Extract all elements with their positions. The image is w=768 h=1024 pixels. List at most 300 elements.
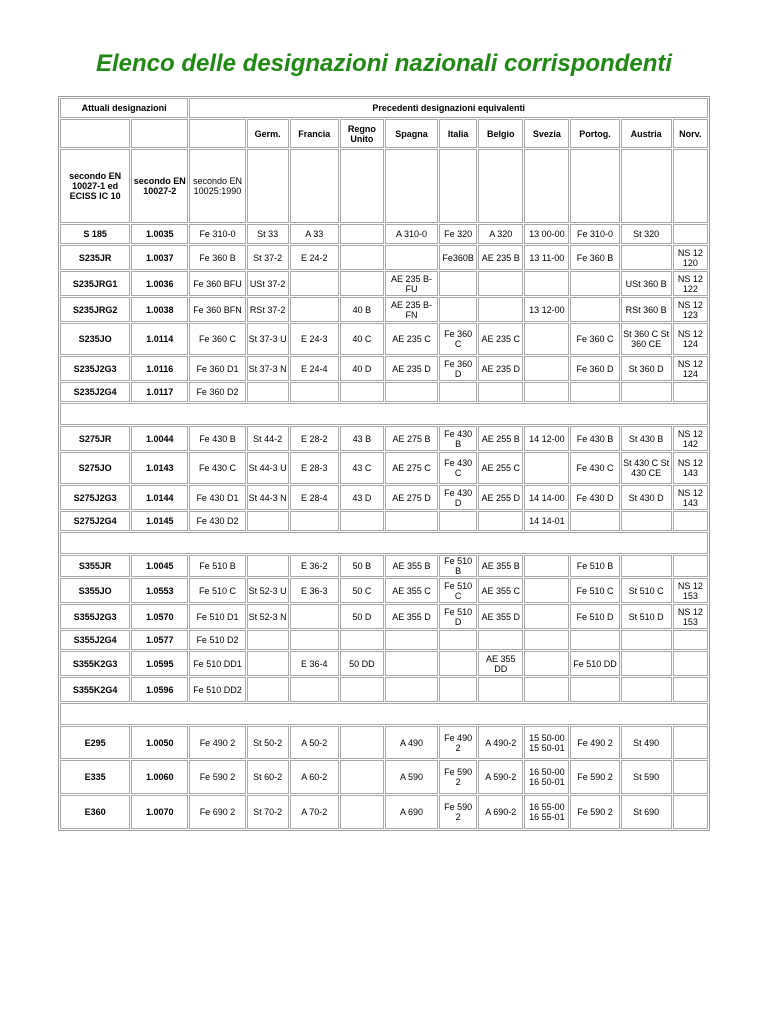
equivalent-designation: NS 12 120 xyxy=(673,245,708,270)
table-row xyxy=(60,452,708,484)
separator-row xyxy=(60,703,708,725)
equivalent-designation: Fe 310-0 xyxy=(189,224,245,244)
equivalent-designation: A 590 xyxy=(385,760,438,794)
equivalent-designation xyxy=(439,677,477,702)
separator-cell xyxy=(60,403,708,425)
table-row xyxy=(60,604,708,629)
equivalent-designation: 13 11-00 xyxy=(524,245,569,270)
equivalent-designation: St 52-3 N xyxy=(247,604,289,629)
equivalent-designation: AE 275 B xyxy=(385,426,438,451)
equivalent-designation: Fe 430 D xyxy=(570,485,619,510)
equivalent-designation xyxy=(524,452,569,484)
equivalent-designation xyxy=(340,795,384,829)
equivalent-designation: AE 355 C xyxy=(385,578,438,603)
steel-number: 1.0116 xyxy=(131,356,188,381)
steel-designation: S 185 xyxy=(60,224,130,244)
header-empty-cell xyxy=(340,149,384,223)
equivalent-designation: AE 235 C xyxy=(478,323,523,355)
equivalent-designation: AE 235 D xyxy=(385,356,438,381)
header-country: Italia xyxy=(439,119,477,148)
equivalent-designation: Fe 510 D xyxy=(570,604,619,629)
equivalent-designation: Fe 510 C xyxy=(570,578,619,603)
equivalent-designation: St 37-3 U xyxy=(247,323,289,355)
equivalent-designation: St 44-2 xyxy=(247,426,289,451)
equivalent-designation: St 44-3 N xyxy=(247,485,289,510)
equivalent-designation xyxy=(290,382,339,402)
equivalent-designation: AE 275 D xyxy=(385,485,438,510)
equivalent-designation xyxy=(290,511,339,531)
equivalent-designation: Fe 590 2 xyxy=(570,760,619,794)
equivalent-designation: Fe 510 DD1 xyxy=(189,651,245,676)
table-row xyxy=(60,271,708,296)
equivalent-designation: AE 255 B xyxy=(478,426,523,451)
equivalent-designation xyxy=(290,271,339,296)
equivalent-designation: Fe 690 2 xyxy=(189,795,245,829)
steel-designation: S355K2G4 xyxy=(60,677,130,702)
equivalent-designation: NS 12 124 xyxy=(673,356,708,381)
equivalent-designation: E 36-4 xyxy=(290,651,339,676)
table-row xyxy=(60,630,708,650)
equivalent-designation xyxy=(340,677,384,702)
equivalent-designation xyxy=(673,511,708,531)
equivalent-designation xyxy=(247,555,289,577)
equivalent-designation xyxy=(673,555,708,577)
equivalent-designation xyxy=(340,271,384,296)
designations-table xyxy=(58,96,710,831)
steel-number: 1.0044 xyxy=(131,426,188,451)
table-row xyxy=(60,795,708,829)
equivalent-designation: Fe 590 2 xyxy=(570,795,619,829)
header-country: Germ. xyxy=(247,119,289,148)
equivalent-designation: Fe 490 2 xyxy=(439,726,477,759)
steel-designation: S235JO xyxy=(60,323,130,355)
equivalent-designation: 43 D xyxy=(340,485,384,510)
table-row xyxy=(60,485,708,510)
equivalent-designation: RSt 360 B xyxy=(621,297,672,322)
equivalent-designation xyxy=(290,677,339,702)
header-en10027-1: secondo EN 10027-1 ed ECISS IC 10 xyxy=(60,149,130,223)
equivalent-designation: E 36-3 xyxy=(290,578,339,603)
equivalent-designation: E 24-4 xyxy=(290,356,339,381)
equivalent-designation: St 50-2 xyxy=(247,726,289,759)
equivalent-designation: St 44-3 U xyxy=(247,452,289,484)
equivalent-designation xyxy=(621,630,672,650)
equivalent-designation xyxy=(524,578,569,603)
equivalent-designation xyxy=(247,630,289,650)
equivalent-designation: 40 D xyxy=(340,356,384,381)
equivalent-designation xyxy=(385,511,438,531)
header-country: Portog. xyxy=(570,119,619,148)
equivalent-designation: A 590-2 xyxy=(478,760,523,794)
equivalent-designation xyxy=(673,795,708,829)
equivalent-designation xyxy=(385,677,438,702)
equivalent-designation xyxy=(673,224,708,244)
steel-designation: E360 xyxy=(60,795,130,829)
equivalent-designation: St 52-3 U xyxy=(247,578,289,603)
equivalent-designation xyxy=(247,382,289,402)
equivalent-designation xyxy=(524,382,569,402)
equivalent-designation: Fe 360 D xyxy=(439,356,477,381)
steel-number: 1.0570 xyxy=(131,604,188,629)
equivalent-designation: Fe 510 DD xyxy=(570,651,619,676)
equivalent-designation xyxy=(673,726,708,759)
steel-number: 1.0037 xyxy=(131,245,188,270)
equivalent-designation xyxy=(340,511,384,531)
steel-number: 1.0070 xyxy=(131,795,188,829)
header-empty-cell xyxy=(60,119,130,148)
equivalent-designation xyxy=(385,651,438,676)
equivalent-designation xyxy=(385,630,438,650)
equivalent-designation: 50 B xyxy=(340,555,384,577)
equivalent-designation xyxy=(570,297,619,322)
steel-number: 1.0595 xyxy=(131,651,188,676)
equivalent-designation xyxy=(478,297,523,322)
steel-designation: S235JRG1 xyxy=(60,271,130,296)
equivalent-designation: St 33 xyxy=(247,224,289,244)
equivalent-designation: A 320 xyxy=(478,224,523,244)
equivalent-designation: AE 355 B xyxy=(385,555,438,577)
header-row-1 xyxy=(60,98,708,118)
equivalent-designation xyxy=(247,651,289,676)
equivalent-designation: St 360 C St 360 CE xyxy=(621,323,672,355)
equivalent-designation: St 37-3 N xyxy=(247,356,289,381)
equivalent-designation xyxy=(340,726,384,759)
equivalent-designation: Fe 310-0 xyxy=(570,224,619,244)
equivalent-designation xyxy=(524,323,569,355)
header-country: Spagna xyxy=(385,119,438,148)
header-empty-cell xyxy=(524,149,569,223)
equivalent-designation xyxy=(570,630,619,650)
equivalent-designation xyxy=(385,382,438,402)
equivalent-designation xyxy=(290,604,339,629)
header-attuali: Attuali designazioni xyxy=(60,98,188,118)
equivalent-designation: E 24-2 xyxy=(290,245,339,270)
table-row xyxy=(60,726,708,759)
equivalent-designation: St 60-2 xyxy=(247,760,289,794)
equivalent-designation: A 690 xyxy=(385,795,438,829)
steel-number: 1.0144 xyxy=(131,485,188,510)
table-row xyxy=(60,356,708,381)
header-empty-cell xyxy=(290,149,339,223)
equivalent-designation: Fe 360 D xyxy=(570,356,619,381)
steel-number: 1.0036 xyxy=(131,271,188,296)
equivalent-designation: Fe 360 BFU xyxy=(189,271,245,296)
steel-designation: S235J2G3 xyxy=(60,356,130,381)
equivalent-designation: St 360 D xyxy=(621,356,672,381)
equivalent-designation xyxy=(340,245,384,270)
header-empty-cell xyxy=(131,119,188,148)
equivalent-designation xyxy=(570,511,619,531)
equivalent-designation xyxy=(524,630,569,650)
equivalent-designation xyxy=(478,382,523,402)
equivalent-designation xyxy=(524,604,569,629)
header-empty-cell xyxy=(621,149,672,223)
steel-designation: E295 xyxy=(60,726,130,759)
equivalent-designation xyxy=(247,677,289,702)
steel-designation: S355J2G3 xyxy=(60,604,130,629)
table-row xyxy=(60,224,708,244)
separator-row xyxy=(60,403,708,425)
equivalent-designation: 15 50-00 15 50-01 xyxy=(524,726,569,759)
equivalent-designation: AE 355 C xyxy=(478,578,523,603)
equivalent-designation: E 28-2 xyxy=(290,426,339,451)
equivalent-designation: St 490 xyxy=(621,726,672,759)
equivalent-designation: 50 DD xyxy=(340,651,384,676)
equivalent-designation: AE 355 B xyxy=(478,555,523,577)
header-row-standards xyxy=(60,149,708,223)
header-empty-cell xyxy=(189,119,245,148)
equivalent-designation: USt 37-2 xyxy=(247,271,289,296)
equivalent-designation: Fe 590 2 xyxy=(189,760,245,794)
equivalent-designation: 14 14-01 xyxy=(524,511,569,531)
equivalent-designation: 16 50-00 16 50-01 xyxy=(524,760,569,794)
header-country: Norv. xyxy=(673,119,708,148)
header-en10027-2: secondo EN 10027-2 xyxy=(131,149,188,223)
equivalent-designation: USt 360 B xyxy=(621,271,672,296)
equivalent-designation: AE 275 C xyxy=(385,452,438,484)
equivalent-designation xyxy=(673,677,708,702)
equivalent-designation: E 28-4 xyxy=(290,485,339,510)
equivalent-designation xyxy=(570,677,619,702)
header-country: Regno Unito xyxy=(340,119,384,148)
table-row xyxy=(60,245,708,270)
equivalent-designation xyxy=(621,651,672,676)
equivalent-designation: Fe 430 B xyxy=(570,426,619,451)
equivalent-designation: Fe 360 C xyxy=(189,323,245,355)
equivalent-designation: AE 235 B-FN xyxy=(385,297,438,322)
equivalent-designation: Fe 360 C xyxy=(570,323,619,355)
header-empty-cell xyxy=(673,149,708,223)
equivalent-designation: St 510 C xyxy=(621,578,672,603)
table-row xyxy=(60,426,708,451)
equivalent-designation: A 33 xyxy=(290,224,339,244)
steel-number: 1.0114 xyxy=(131,323,188,355)
separator-cell xyxy=(60,532,708,554)
equivalent-designation xyxy=(439,382,477,402)
steel-designation: S355K2G3 xyxy=(60,651,130,676)
equivalent-designation: AE 255 D xyxy=(478,485,523,510)
equivalent-designation: Fe 430 D xyxy=(439,485,477,510)
equivalent-designation: A 70-2 xyxy=(290,795,339,829)
equivalent-designation: Fe 430 C xyxy=(189,452,245,484)
equivalent-designation: St 37-2 xyxy=(247,245,289,270)
equivalent-designation xyxy=(524,555,569,577)
equivalent-designation: A 490 xyxy=(385,726,438,759)
equivalent-designation: Fe 360 C xyxy=(439,323,477,355)
header-empty-cell xyxy=(570,149,619,223)
equivalent-designation xyxy=(621,555,672,577)
equivalent-designation xyxy=(673,630,708,650)
steel-number: 1.0050 xyxy=(131,726,188,759)
equivalent-designation xyxy=(340,630,384,650)
steel-number: 1.0143 xyxy=(131,452,188,484)
table-row xyxy=(60,760,708,794)
equivalent-designation: Fe 430 B xyxy=(189,426,245,451)
header-country: Austria xyxy=(621,119,672,148)
header-country: Belgio xyxy=(478,119,523,148)
separator-row xyxy=(60,532,708,554)
equivalent-designation: E 24-3 xyxy=(290,323,339,355)
equivalent-designation: AE 355 D xyxy=(478,604,523,629)
equivalent-designation xyxy=(478,271,523,296)
equivalent-designation xyxy=(439,630,477,650)
equivalent-designation: St 320 xyxy=(621,224,672,244)
equivalent-designation: Fe 510 B xyxy=(570,555,619,577)
equivalent-designation: NS 12 123 xyxy=(673,297,708,322)
equivalent-designation: E 36-2 xyxy=(290,555,339,577)
equivalent-designation xyxy=(524,271,569,296)
equivalent-designation: Fe 430 C xyxy=(570,452,619,484)
steel-number: 1.0117 xyxy=(131,382,188,402)
steel-number: 1.0577 xyxy=(131,630,188,650)
equivalent-designation xyxy=(524,677,569,702)
equivalent-designation: A 60-2 xyxy=(290,760,339,794)
equivalent-designation xyxy=(621,511,672,531)
separator-cell xyxy=(60,703,708,725)
steel-designation: S275JR xyxy=(60,426,130,451)
equivalent-designation xyxy=(439,271,477,296)
table-row xyxy=(60,323,708,355)
equivalent-designation xyxy=(524,651,569,676)
equivalent-designation: St 690 xyxy=(621,795,672,829)
equivalent-designation: AE 355 D xyxy=(385,604,438,629)
equivalent-designation: Fe360B xyxy=(439,245,477,270)
steel-designation: S235J2G4 xyxy=(60,382,130,402)
equivalent-designation: Fe 510 D xyxy=(439,604,477,629)
header-row-countries xyxy=(60,119,708,148)
equivalent-designation: St 430 C St 430 CE xyxy=(621,452,672,484)
equivalent-designation xyxy=(478,677,523,702)
table-row xyxy=(60,555,708,577)
equivalent-designation: Fe 360 BFN xyxy=(189,297,245,322)
equivalent-designation xyxy=(439,297,477,322)
equivalent-designation: AE 235 C xyxy=(385,323,438,355)
equivalent-designation: 50 D xyxy=(340,604,384,629)
equivalent-designation xyxy=(570,271,619,296)
equivalent-designation: 50 C xyxy=(340,578,384,603)
equivalent-designation xyxy=(621,677,672,702)
steel-number: 1.0060 xyxy=(131,760,188,794)
header-country: Svezia xyxy=(524,119,569,148)
equivalent-designation: Fe 510 DD2 xyxy=(189,677,245,702)
equivalent-designation: NS 12 153 xyxy=(673,604,708,629)
header-en10025: secondo EN 10025:1990 xyxy=(189,149,245,223)
steel-designation: S355J2G4 xyxy=(60,630,130,650)
steel-designation: S275JO xyxy=(60,452,130,484)
header-empty-cell xyxy=(385,149,438,223)
equivalent-designation xyxy=(340,382,384,402)
steel-designation: S355JR xyxy=(60,555,130,577)
page-title: Elenco delle designazioni nazionali corrispondenti xyxy=(95,50,673,77)
equivalent-designation: Fe 430 D2 xyxy=(189,511,245,531)
equivalent-designation xyxy=(290,297,339,322)
equivalent-designation: 13 12-00 xyxy=(524,297,569,322)
equivalent-designation: NS 12 143 xyxy=(673,485,708,510)
equivalent-designation: Fe 360 D2 xyxy=(189,382,245,402)
equivalent-designation: Fe 320 xyxy=(439,224,477,244)
equivalent-designation: A 50-2 xyxy=(290,726,339,759)
equivalent-designation: 40 B xyxy=(340,297,384,322)
equivalent-designation: Fe 430 B xyxy=(439,426,477,451)
equivalent-designation xyxy=(439,511,477,531)
steel-designation: S235JRG2 xyxy=(60,297,130,322)
steel-number: 1.0045 xyxy=(131,555,188,577)
steel-designation: E335 xyxy=(60,760,130,794)
steel-number: 1.0596 xyxy=(131,677,188,702)
header-empty-cell xyxy=(247,149,289,223)
equivalent-designation: RSt 37-2 xyxy=(247,297,289,322)
equivalent-designation: AE 255 C xyxy=(478,452,523,484)
equivalent-designation: AE 235 D xyxy=(478,356,523,381)
equivalent-designation xyxy=(340,760,384,794)
equivalent-designation xyxy=(290,630,339,650)
equivalent-designation: AE 235 B-FU xyxy=(385,271,438,296)
equivalent-designation: AE 355 DD xyxy=(478,651,523,676)
steel-designation: S355JO xyxy=(60,578,130,603)
equivalent-designation: St 590 xyxy=(621,760,672,794)
steel-number: 1.0145 xyxy=(131,511,188,531)
equivalent-designation: 14 12-00 xyxy=(524,426,569,451)
equivalent-designation xyxy=(570,382,619,402)
equivalent-designation: Fe 510 D2 xyxy=(189,630,245,650)
equivalent-designation: St 430 D xyxy=(621,485,672,510)
header-empty-cell xyxy=(478,149,523,223)
header-empty-cell xyxy=(439,149,477,223)
equivalent-designation: 43 C xyxy=(340,452,384,484)
equivalent-designation xyxy=(247,511,289,531)
equivalent-designation xyxy=(673,651,708,676)
equivalent-designation: E 28-3 xyxy=(290,452,339,484)
equivalent-designation xyxy=(478,511,523,531)
steel-number: 1.0038 xyxy=(131,297,188,322)
equivalent-designation xyxy=(673,382,708,402)
equivalent-designation xyxy=(439,651,477,676)
equivalent-designation: Fe 510 C xyxy=(189,578,245,603)
table-row xyxy=(60,297,708,322)
equivalent-designation: Fe 360 B xyxy=(189,245,245,270)
equivalent-designation xyxy=(621,382,672,402)
equivalent-designation xyxy=(524,356,569,381)
equivalent-designation: Fe 360 D1 xyxy=(189,356,245,381)
equivalent-designation: St 430 B xyxy=(621,426,672,451)
equivalent-designation: 40 C xyxy=(340,323,384,355)
steel-designation: S235JR xyxy=(60,245,130,270)
table-row xyxy=(60,382,708,402)
equivalent-designation xyxy=(385,245,438,270)
equivalent-designation: Fe 490 2 xyxy=(189,726,245,759)
equivalent-designation: AE 235 B xyxy=(478,245,523,270)
table-row xyxy=(60,651,708,676)
table-row xyxy=(60,578,708,603)
equivalent-designation: A 310-0 xyxy=(385,224,438,244)
equivalent-designation: Fe 510 D1 xyxy=(189,604,245,629)
equivalent-designation xyxy=(621,245,672,270)
steel-designation: S275J2G4 xyxy=(60,511,130,531)
equivalent-designation: Fe 590 2 xyxy=(439,760,477,794)
equivalent-designation: Fe 430 D1 xyxy=(189,485,245,510)
equivalent-designation xyxy=(340,224,384,244)
equivalent-designation: 14 14-00 xyxy=(524,485,569,510)
equivalent-designation: NS 12 142 xyxy=(673,426,708,451)
steel-number: 1.0553 xyxy=(131,578,188,603)
equivalent-designation: St 70-2 xyxy=(247,795,289,829)
equivalent-designation xyxy=(478,630,523,650)
equivalent-designation xyxy=(673,760,708,794)
equivalent-designation: NS 12 124 xyxy=(673,323,708,355)
equivalent-designation: A 690-2 xyxy=(478,795,523,829)
steel-number: 1.0035 xyxy=(131,224,188,244)
table-row xyxy=(60,511,708,531)
